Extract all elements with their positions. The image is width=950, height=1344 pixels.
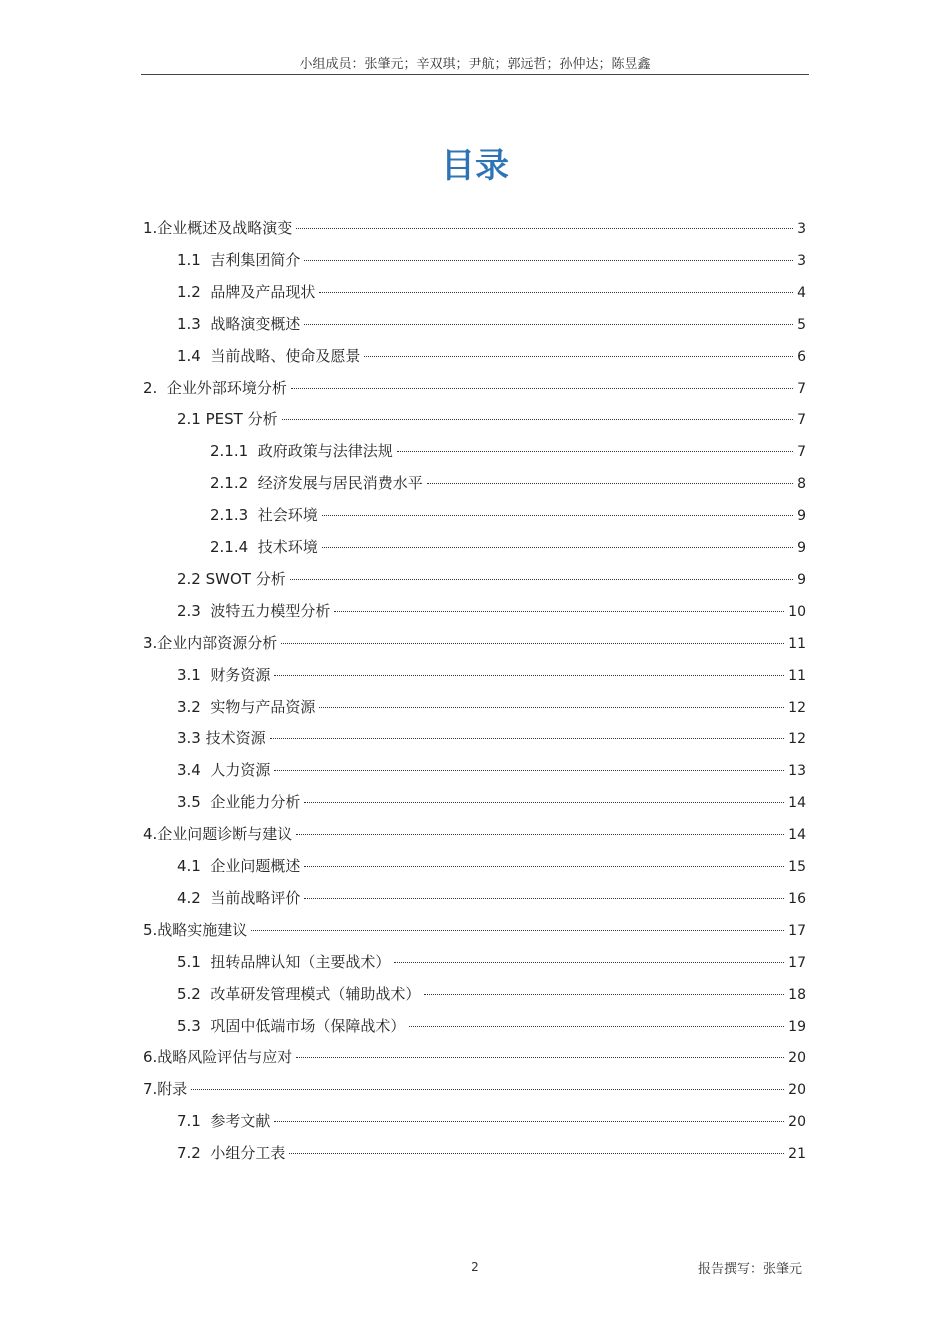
- header-rule: [141, 74, 809, 75]
- toc-entry[interactable]: [177, 407, 806, 431]
- toc-entry-page: 13: [788, 763, 806, 780]
- toc-leader-dots: [304, 802, 784, 803]
- toc-leader-dots: [274, 770, 784, 771]
- toc-entry[interactable]: [210, 503, 806, 527]
- toc-entry-label: 4.1 企业问题概述: [177, 857, 301, 875]
- toc-entry-label: 3.5 企业能力分析: [177, 793, 301, 812]
- toc-leader-dots: [304, 324, 793, 325]
- toc-entry-page: 3: [797, 221, 806, 237]
- toc-leader-dots: [289, 1153, 784, 1154]
- toc-entry-page: 5: [797, 316, 806, 333]
- toc-entry-label: 1.企业概述及战略演变: [143, 219, 293, 237]
- toc-entry-label: 1.4 当前战略、使命及愿景: [177, 346, 361, 365]
- toc-leader-dots: [319, 292, 793, 293]
- toc-entry[interactable]: [177, 248, 806, 272]
- toc-entry-label: 3.4 人力资源: [177, 761, 271, 780]
- toc-entry-label: 5.战略实施建议: [143, 920, 248, 939]
- toc-entry-label: 2.1.3 社会环境: [210, 506, 318, 525]
- toc-leader-dots: [397, 451, 793, 452]
- toc-leader-dots: [274, 675, 784, 676]
- toc-leader-dots: [319, 707, 784, 708]
- toc-leader-dots: [296, 834, 784, 835]
- toc-leader-dots: [191, 1089, 784, 1090]
- toc-entry[interactable]: [177, 854, 806, 878]
- toc-entry-label: 2.1.2 经济发展与居民消费水平: [210, 474, 423, 493]
- toc-leader-dots: [322, 547, 793, 548]
- toc-entry-page: 7: [797, 412, 806, 429]
- toc-entry-label: 1.2 品牌及产品现状: [177, 282, 316, 301]
- toc-entry-page: 7: [797, 380, 806, 397]
- toc-leader-dots: [251, 930, 784, 931]
- toc-entry-label: 1.3 战略演变概述: [177, 314, 301, 333]
- header-members: 小组成员：张肇元；辛双琪；尹航；郭远哲；孙仲达；陈昱鑫: [299, 57, 651, 72]
- toc-entry[interactable]: [177, 886, 806, 910]
- toc-entry-page: 18: [788, 986, 806, 1003]
- toc-entry[interactable]: [143, 918, 806, 942]
- toc-entry-label: 3.3 技术资源: [177, 729, 266, 748]
- toc-entry[interactable]: [177, 1141, 806, 1165]
- toc-entry-label: 4.2 当前战略评价: [177, 888, 301, 907]
- toc-entry-label: 2.1.4 技术环境: [210, 538, 318, 556]
- toc-entry[interactable]: [143, 216, 806, 240]
- toc-leader-dots: [322, 515, 793, 516]
- toc-entry-page: 9: [797, 508, 806, 525]
- toc-entry-page: 11: [788, 667, 806, 684]
- toc-entry[interactable]: [177, 312, 806, 336]
- toc-entry[interactable]: [177, 567, 806, 591]
- toc-entry[interactable]: [177, 344, 806, 368]
- toc-entry-label: 5.1 扭转品牌认知（主要战术）: [177, 952, 391, 971]
- toc-entry[interactable]: [177, 758, 806, 782]
- toc-entry-label: 3.企业内部资源分析: [143, 633, 278, 652]
- toc-entry-page: 20: [788, 1082, 806, 1099]
- toc-entry-page: 17: [788, 922, 806, 939]
- toc-leader-dots: [394, 962, 784, 963]
- toc-entry[interactable]: [177, 663, 806, 687]
- toc-leader-dots: [427, 483, 793, 484]
- toc-entry-page: 19: [788, 1018, 806, 1035]
- toc-entry-label: 1.1 吉利集团简介: [177, 250, 301, 269]
- toc-entry-page: 10: [788, 603, 806, 620]
- toc-entry[interactable]: [177, 790, 806, 814]
- toc-entry[interactable]: [143, 1045, 806, 1069]
- toc-entry-page: 20: [788, 1114, 806, 1131]
- footer-author: 报告撰写：张肇元: [697, 1262, 802, 1277]
- toc-leader-dots: [270, 738, 785, 739]
- toc-entry-page: 12: [788, 699, 806, 716]
- toc-entry-label: 7.附录: [143, 1080, 188, 1099]
- toc-entry-page: 6: [797, 348, 806, 365]
- toc-entry-page: 7: [797, 444, 806, 461]
- toc-entry-label: 3.2 实物与产品资源: [177, 697, 316, 716]
- toc-entry-page: 3: [797, 252, 806, 269]
- toc-entry-label: 5.3 巩固中低端市场（保障战术）: [177, 1016, 406, 1035]
- toc-entry-label: 5.2 改革研发管理模式（辅助战术）: [177, 984, 421, 1003]
- toc-entry[interactable]: [210, 471, 806, 495]
- toc-entry[interactable]: [143, 631, 806, 655]
- toc-leader-dots: [304, 866, 784, 867]
- toc-entry-label: 6.战略风险评估与应对: [143, 1048, 293, 1067]
- toc-leader-dots: [274, 1121, 784, 1122]
- toc-entry-label: 2.2 SWOT 分析: [177, 569, 286, 588]
- toc-entry-page: 9: [797, 540, 806, 556]
- toc-entry[interactable]: [143, 376, 806, 400]
- toc-leader-dots: [296, 1057, 784, 1058]
- toc-entry-page: 14: [788, 795, 806, 812]
- toc-entry-label: 4.企业问题诊断与建议: [143, 825, 293, 844]
- toc-title: 目录: [441, 146, 509, 186]
- toc-entry-page: 9: [797, 571, 806, 588]
- toc-entry-page: 15: [788, 859, 806, 875]
- toc-entry-page: 14: [788, 827, 806, 844]
- page-number: 2: [471, 1260, 479, 1274]
- toc-leader-dots: [334, 611, 784, 612]
- toc-leader-dots: [364, 356, 793, 357]
- toc-entry[interactable]: [177, 1014, 806, 1038]
- toc-entry[interactable]: [143, 1077, 806, 1101]
- toc-leader-dots: [291, 388, 793, 389]
- toc-leader-dots: [304, 898, 784, 899]
- toc-entry-label: 2.1 PEST 分析: [177, 410, 278, 429]
- toc-entry[interactable]: [177, 982, 806, 1006]
- toc-entry-page: 16: [788, 890, 806, 907]
- toc-leader-dots: [296, 228, 793, 229]
- toc-entry-page: 12: [788, 731, 806, 748]
- toc-entry-label: 2.3 波特五力模型分析: [177, 601, 331, 620]
- toc-leader-dots: [281, 643, 784, 644]
- toc-entry-label: 2. 企业外部环境分析: [143, 378, 287, 397]
- toc-entry-label: 2.1.1 政府政策与法律法规: [210, 442, 393, 461]
- toc-entry-page: 8: [797, 476, 806, 493]
- toc-entry-page: 17: [788, 954, 806, 971]
- toc-leader-dots: [304, 260, 793, 261]
- toc-entry[interactable]: [143, 822, 806, 846]
- toc-leader-dots: [290, 579, 793, 580]
- toc-entry[interactable]: [210, 535, 806, 559]
- toc-entry[interactable]: [177, 1109, 806, 1133]
- toc-entry[interactable]: [177, 280, 806, 304]
- toc-entry[interactable]: [177, 695, 806, 719]
- toc-entry[interactable]: [210, 439, 806, 463]
- toc-leader-dots: [424, 994, 784, 995]
- toc-entry-label: 7.2 小组分工表: [177, 1144, 286, 1163]
- toc-entry-page: 4: [797, 284, 806, 301]
- toc-entry-label: 3.1 财务资源: [177, 665, 271, 684]
- toc-entry[interactable]: [177, 950, 806, 974]
- toc-leader-dots: [409, 1026, 784, 1027]
- toc-leader-dots: [282, 419, 793, 420]
- toc-entry[interactable]: [177, 599, 806, 623]
- toc-entry-page: 11: [788, 635, 806, 652]
- toc-entry-page: 21: [788, 1146, 806, 1163]
- toc-entry-label: 7.1 参考文献: [177, 1112, 271, 1131]
- toc-entry[interactable]: [177, 726, 806, 750]
- toc-entry-page: 20: [788, 1050, 806, 1067]
